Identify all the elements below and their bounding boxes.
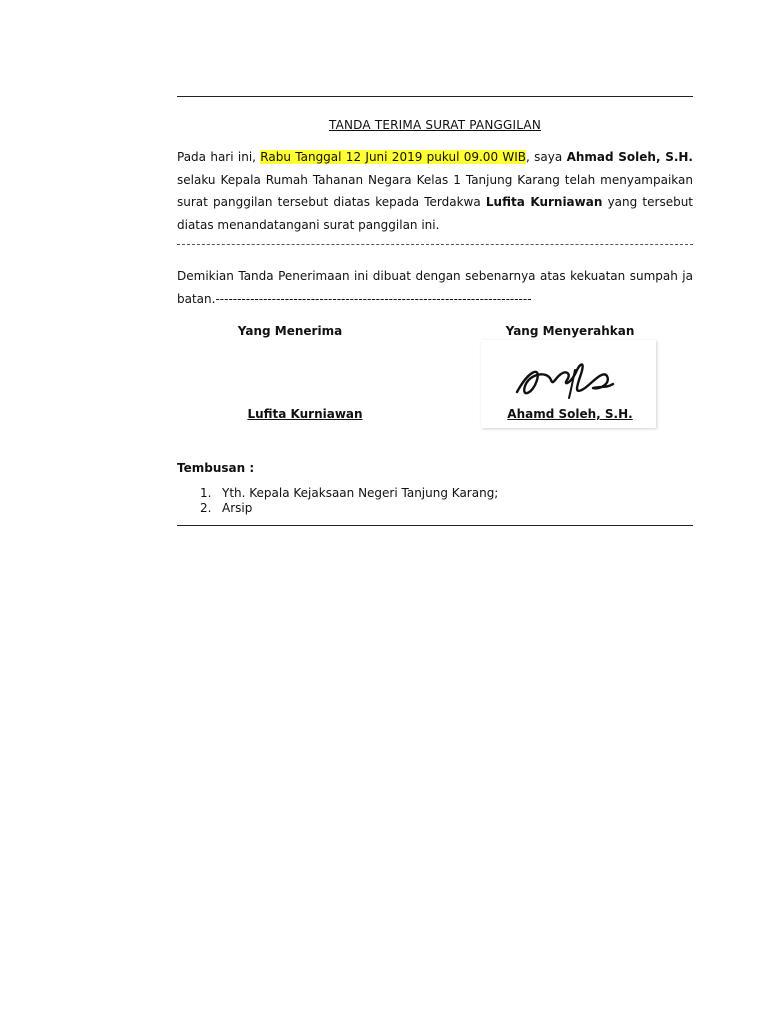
giver-label: Yang Menyerahkan	[505, 324, 635, 338]
giver-name: Ahamd Soleh, S.H.	[507, 407, 633, 421]
dash-separator	[177, 244, 693, 245]
list-item: 1. Yth. Kepala Kejaksaan Negeri Tanjung Karang;	[200, 486, 499, 500]
top-rule	[177, 96, 693, 97]
defendant-name: Lufita Kurniawan	[485, 195, 603, 209]
tembusan-list	[200, 486, 498, 516]
paragraph-statement: Pada hari ini, Rabu Tanggal 12 Juni 2019 pukul 09.00 WIB, saya Ahmad Soleh, S.H. selaku Kepala Rumah Tahanan Negara Kelas 1 Tanjung Karang telah menyampaikan surat panggilan tersebut diatas kepada Terdakwa Lufita Kurniawan yang tersebut diatas menandatangani surat panggilan ini.	[177, 150, 694, 232]
receiver-name: Lufita Kurniawan	[247, 407, 363, 421]
document-title: TANDA TERIMA SURAT PANGGILAN	[328, 118, 541, 132]
receiver-label: Yang Menerima	[237, 324, 343, 338]
officer-name: Ahmad Soleh, S.H.	[566, 150, 693, 164]
date-highlight: Rabu Tanggal 12 Juni 2019 pukul 09.00 WIB	[260, 150, 527, 164]
tembusan-heading: Tembusan :	[177, 461, 255, 475]
list-item: 2. Arsip	[200, 501, 253, 515]
bottom-rule	[177, 525, 693, 526]
paragraph-closing: Demikian Tanda Penerimaan ini dibuat dengan sebenarnya atas kekuatan sumpah jabatan.-------------------------------------------------------------------------	[177, 269, 693, 306]
